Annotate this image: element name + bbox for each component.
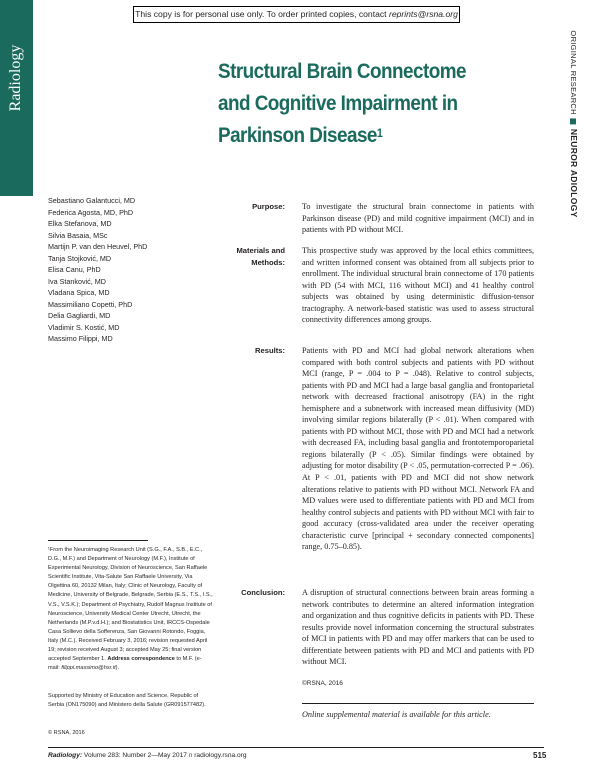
page-number: 515 — [533, 751, 547, 760]
author: Massimo Filippi, MD — [48, 334, 113, 343]
author: Vladana Spica, MD — [48, 288, 110, 297]
conclusion-text: A disruption of structural connections between brain areas forming a network contributes to determine an altered information integration and organization and thus cognitive deficits in patients with PD. These results provide novel information concerning the structural substrates of MCI in patients with PD and may offer markers that can be used to differentiate between patients with PD and MCI and patients with PD without MCI. ©RSNA, 2016 — [302, 587, 534, 689]
abstract-copyright: ©RSNA, 2016 — [302, 679, 343, 687]
author: Silvia Basaia, MSc — [48, 230, 108, 240]
footer-url[interactable]: radiology.rsna.org — [192, 752, 247, 759]
category-label: ORIGINAL RESEARCH — [569, 30, 578, 115]
methods-label: Materials and Methods: — [236, 246, 285, 267]
author-list — [48, 195, 213, 345]
title-footnote-mark: 1 — [376, 126, 383, 140]
purpose-label: Purpose: — [252, 202, 285, 211]
author: Federica Agosta, MD, PhD — [48, 207, 134, 217]
footer-bullet-icon: n — [188, 752, 193, 759]
reprints-email-link[interactable]: reprints@rsna.org — [388, 9, 458, 19]
footnote-copyright: © RSNA, 2016 — [48, 730, 85, 736]
title-line-3: Parkinson Disease — [218, 124, 377, 147]
author: Tanja Stojković, MD — [48, 253, 112, 263]
author: Elka Stefanova, MD — [48, 219, 112, 228]
purpose-text: To investigate the structural brain connectome in patients with Parkinson disease (PD) and mild cognitive impairment (MCI) and in patients with PD without MCI. — [302, 202, 534, 235]
results-label: Results: — [255, 346, 285, 355]
section-side-label — [569, 30, 579, 217]
journal-logo: Radiology — [7, 44, 24, 112]
author: Massimiliano Copetti, PhD — [48, 299, 133, 309]
support-footnote: Supported by Ministry of Education and Science, Republic of Serbia (ON175090) and Ministero della Salute (GR091577482). — [48, 693, 206, 709]
author: Delia Gagliardi, MD — [48, 311, 111, 320]
section-name: NEUROR ADIOLOGY — [569, 128, 579, 218]
footer-issue: Volume 283: Number 2—May 2017 — [82, 752, 189, 759]
footer-journal: Radiology: — [48, 752, 83, 759]
correspondence-email-link[interactable]: filippi.massimo@hsr.it — [61, 665, 116, 672]
footer-citation — [48, 752, 247, 759]
separator-square-icon — [570, 119, 576, 125]
title-line-1: Structural Brain Connectome — [218, 60, 466, 83]
author: Elisa Canu, PhD — [48, 265, 101, 274]
results-text: Patients with PD and MCI had global network alterations when compared with both control subjects and patients with PD without MCI (range, P = .004 to P = .048). Relative to control subjects, patients with PD and MCI had a large basal ganglia and frontoparietal network with decreased fractional anisotropy (FA) in the right hemisphere and a subnetwork with increased mean diffusivity (MD) involving similar regions bilaterally (P < .01). When compared with patients with PD without MCI, those with PD and MCI had a network with decreased FA, including basal ganglia and frontotemporoparietal regions bilaterally (P < .05). Similar findings were obtained by adjusting for motor disability (P < .05, permutation-corrected P = .06). At P < .01, patients with PD and MCI did not show network alterations relative to patients with PD without MCI. Network FA and MD values were used to differentiate patients with PD and MCI from healthy control subjects and patients with PD without MCI with fair to good accuracy (cross-validated area under the receiver operating characteristic curve [principal + secondary connected components] range, 0.75–0.85). — [302, 346, 534, 552]
author: Martijn P. van den Heuvel, PhD — [48, 242, 148, 251]
methods-text: This prospective study was approved by the local ethics committees, and written informed consent was obtained from all subjects prior to enrollment. The individual structural brain connectome of 170 patients with PD (54 with MCI, 116 without MCI) and 41 healthy control subjects was obtained by using deterministic diffusion-tensor tractography. A network-based statistic was used to assess structural connectivity differences among groups. — [302, 246, 534, 325]
affiliation-footnote: ¹From the Neuroimaging Research Unit (S.G., F.A., S.B., E.C., D.G., M.F.) and Department of Neurology (M.F.), Institute of Experimental Neurology, Division of Neuroscience, San Raffaele Scientific Institute, Vita-Salute San Raffaele University, Via Olgettina 60, 20132 Milan, Italy; Clinic of Neurology, Faculty of Medicine, University of Belgrade, Belgrade, Serbia (E.S., T.S., I.S., V.S., V.S.K.); Department of Psychiatry, Rudolf Magnus Institute of Neuroscience, University Medical Center Utrecht, Utrecht, the Netherlands (M.P.v.d.H.); and Biostatistics Unit, IRCCS-Ospedale Casa Sollievo della Sofferenza, San Giovanni Rotondo, Foggia, Italy (M.C.). Received February 3, 2016; revision requested April 19; revision received August 3; accepted May 25; final version accepted September 1. Address correspondence to M.F. (e-mail: filippi.massimo@hsr.it). — [48, 547, 213, 672]
address-label: Address correspondence — [107, 656, 175, 663]
author: Sebastiano Galantucci, MD — [48, 196, 136, 205]
footnote-rule — [48, 540, 148, 541]
journal-sidebar — [0, 0, 33, 196]
title-line-2: and Cognitive Impairment in — [218, 92, 458, 115]
article-title — [218, 56, 515, 152]
personal-use-notice — [133, 6, 460, 23]
online-supplement-note: Online supplemental material is available for this article. — [302, 710, 491, 719]
author: Iva Stanković, MD — [48, 276, 106, 286]
conclusion-label: Conclusion: — [241, 588, 285, 597]
footer-rule — [48, 747, 544, 748]
author: Vladimir S. Kostić, MD — [48, 322, 120, 332]
abstract-divider — [302, 703, 534, 704]
notice-text: This copy is for personal use only. To order printed copies, contact — [135, 9, 389, 19]
